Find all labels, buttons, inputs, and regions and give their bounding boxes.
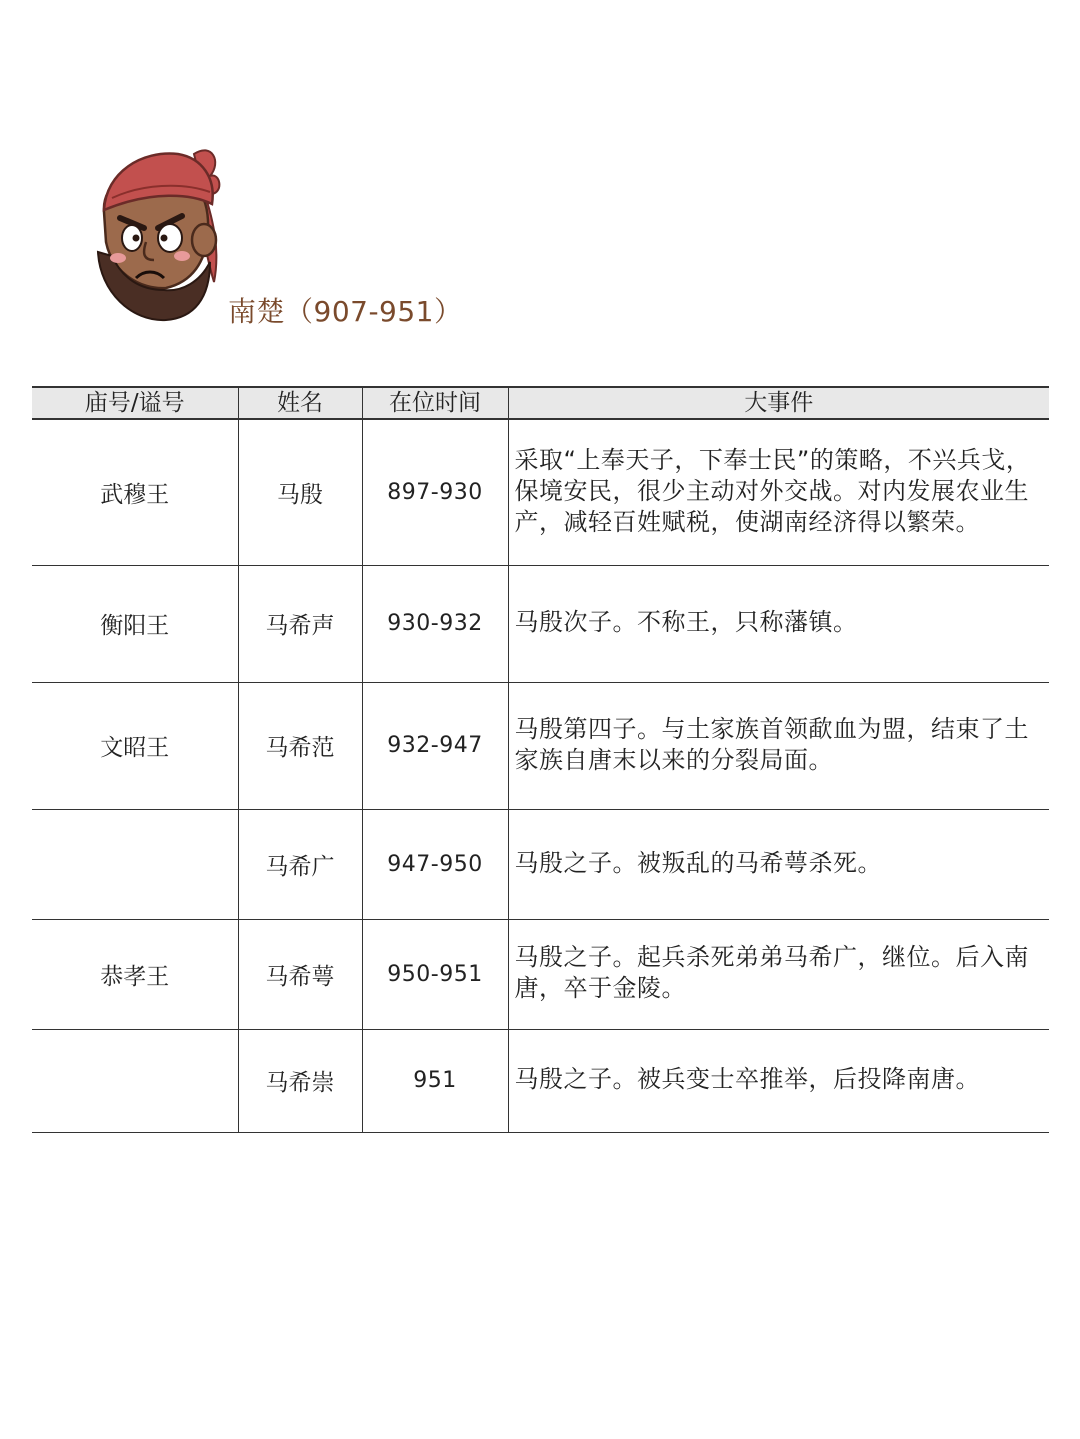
page-title: 南楚（907-951） xyxy=(228,295,463,328)
rulers-table xyxy=(32,386,1049,1133)
table-row xyxy=(32,809,1049,919)
cell-name: 马希崇 xyxy=(238,1029,362,1132)
cell-title: 衡阳王 xyxy=(32,565,238,682)
column-header-name: 姓名 xyxy=(238,387,362,419)
cell-title xyxy=(32,1029,238,1132)
table-row xyxy=(32,1029,1049,1132)
cell-event: 马殷第四子。与土家族首领歃血为盟，结束了土家族自唐末以来的分裂局面。 xyxy=(508,682,1049,809)
cell-years: 947-950 xyxy=(362,809,508,919)
cell-title: 文昭王 xyxy=(32,682,238,809)
cell-years: 897-930 xyxy=(362,419,508,565)
column-header-title: 庙号/谥号 xyxy=(32,387,238,419)
cell-title: 武穆王 xyxy=(32,419,238,565)
table-header-row xyxy=(32,387,1049,419)
cell-name: 马希广 xyxy=(238,809,362,919)
cell-years: 932-947 xyxy=(362,682,508,809)
cell-event: 采取“上奉天子，下奉士民”的策略，不兴兵戈，保境安民，很少主动对外交战。对内发展农业生产，减轻百姓赋税，使湖南经济得以繁荣。 xyxy=(508,419,1049,565)
cell-title: 恭孝王 xyxy=(32,919,238,1029)
cell-years: 951 xyxy=(362,1029,508,1132)
table-row xyxy=(32,919,1049,1029)
cell-event: 马殷之子。被兵变士卒推举，后投降南唐。 xyxy=(508,1029,1049,1132)
cell-event: 马殷之子。起兵杀死弟弟马希广，继位。后入南唐，卒于金陵。 xyxy=(508,919,1049,1029)
cell-name: 马殷 xyxy=(238,419,362,565)
cell-event: 马殷次子。不称王，只称藩镇。 xyxy=(508,565,1049,682)
cell-event: 马殷之子。被叛乱的马希萼杀死。 xyxy=(508,809,1049,919)
bearded-man-red-headscarf-icon xyxy=(82,132,242,332)
cell-title xyxy=(32,809,238,919)
column-header-event: 大事件 xyxy=(508,387,1049,419)
table-row xyxy=(32,682,1049,809)
table-row xyxy=(32,565,1049,682)
cell-years: 950-951 xyxy=(362,919,508,1029)
table-row xyxy=(32,419,1049,565)
column-header-years: 在位时间 xyxy=(362,387,508,419)
cell-name: 马希声 xyxy=(238,565,362,682)
cell-name: 马希范 xyxy=(238,682,362,809)
cell-years: 930-932 xyxy=(362,565,508,682)
cell-name: 马希萼 xyxy=(238,919,362,1029)
